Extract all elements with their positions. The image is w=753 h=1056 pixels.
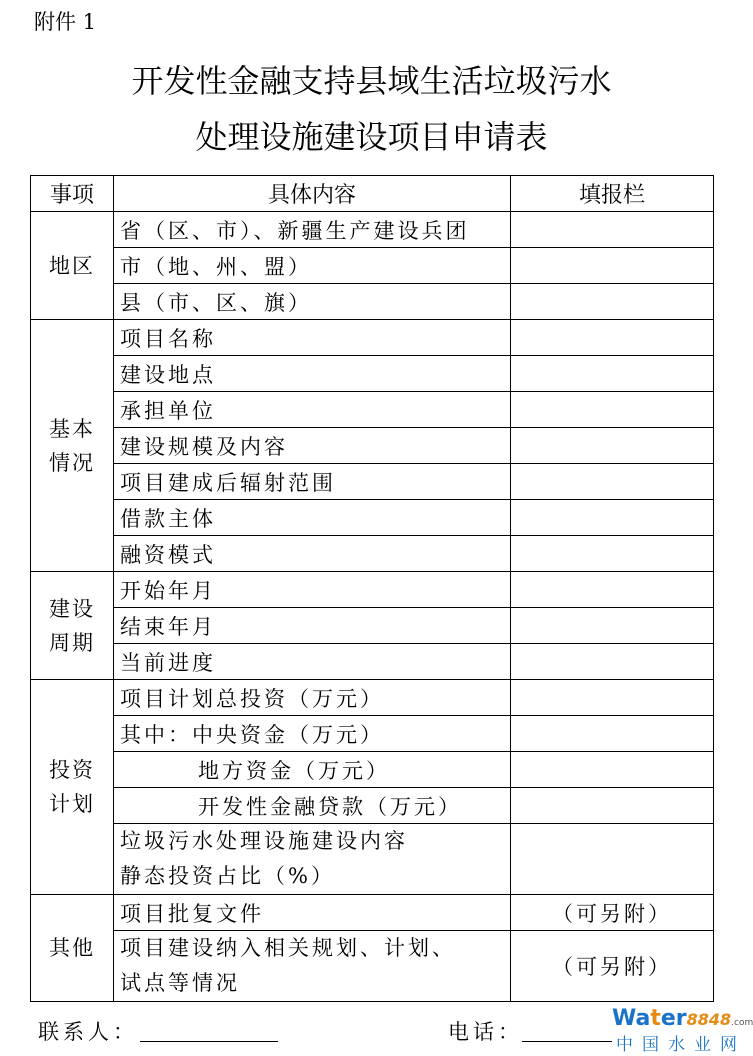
category-cell (31, 572, 114, 680)
content-cell (114, 356, 511, 392)
table-row (31, 788, 714, 824)
table-row (31, 644, 714, 680)
contact-blank-line (140, 1041, 278, 1042)
content-label: 开发性金融贷款（万元） (198, 794, 462, 819)
content-cell (114, 464, 511, 500)
content-cell (114, 320, 511, 356)
category-label: 情况 (49, 450, 95, 475)
content-label: 项目批复文件 (120, 901, 264, 926)
phone-label: 电话： (448, 1020, 523, 1044)
content-label: 结束年月 (120, 614, 216, 639)
content-label: 市（地、州、盟） (120, 254, 312, 279)
content-label: 建设规模及内容 (120, 434, 288, 459)
header-item: 事项 (31, 176, 114, 212)
fill-in-cell[interactable] (511, 320, 714, 356)
fill-in-cell[interactable]: （可另附） (511, 895, 714, 931)
fill-in-cell[interactable] (511, 572, 714, 608)
table-row (31, 680, 714, 716)
fill-in-cell[interactable] (511, 212, 714, 248)
content-label: 其中：中央资金（万元） (120, 722, 384, 747)
table-row (31, 212, 714, 248)
watermark-brand: Water8848.com (612, 1006, 753, 1031)
category-cell (31, 895, 114, 1002)
content-cell (114, 428, 511, 464)
water8848-watermark-logo (612, 1006, 753, 1055)
attachment-label: 附件 1 (34, 10, 97, 34)
table-row (31, 284, 714, 320)
table-row (31, 536, 714, 572)
content-label: 县（市、区、旗） (120, 290, 312, 315)
content-cell (114, 824, 511, 895)
content-label: 垃圾污水处理设施建设内容 (120, 829, 408, 853)
table-row (31, 392, 714, 428)
table-row (31, 464, 714, 500)
fill-in-cell[interactable] (511, 428, 714, 464)
content-cell (114, 752, 511, 788)
table-row (31, 572, 714, 608)
content-label: 试点等情况 (120, 971, 240, 995)
content-label: 项目建设纳入相关规划、计划、 (120, 936, 456, 960)
content-label: 开始年月 (120, 578, 216, 603)
fill-in-cell[interactable] (511, 680, 714, 716)
table-row (31, 500, 714, 536)
content-cell (114, 284, 511, 320)
table-row (31, 931, 714, 1002)
application-table (30, 175, 714, 1002)
category-cell (31, 680, 114, 895)
fill-in-cell[interactable] (511, 608, 714, 644)
table-row (31, 716, 714, 752)
content-cell (114, 392, 511, 428)
fill-in-cell[interactable] (511, 716, 714, 752)
phone-blank-line (522, 1041, 612, 1042)
header-fill: 填报栏 (511, 176, 714, 212)
content-label: 项目建成后辐射范围 (120, 470, 336, 495)
fill-in-cell[interactable] (511, 284, 714, 320)
content-label: 当前进度 (120, 650, 216, 675)
fill-in-cell[interactable] (511, 536, 714, 572)
table-row (31, 608, 714, 644)
table-row (31, 320, 714, 356)
content-cell (114, 248, 511, 284)
fill-in-cell[interactable] (511, 824, 714, 895)
fill-in-cell[interactable] (511, 464, 714, 500)
content-cell (114, 212, 511, 248)
category-label: 其他 (49, 936, 95, 960)
table-header-row (31, 176, 714, 212)
fill-in-cell[interactable] (511, 500, 714, 536)
category-cell (31, 320, 114, 572)
content-cell (114, 500, 511, 536)
content-label: 地方资金（万元） (198, 758, 390, 783)
table-row (31, 824, 714, 895)
fill-in-cell[interactable] (511, 248, 714, 284)
form-title-line-2: 处理设施建设项目申请表 (195, 118, 548, 156)
content-cell (114, 608, 511, 644)
content-cell (114, 680, 511, 716)
content-label: 融资模式 (120, 542, 216, 567)
content-cell (114, 788, 511, 824)
content-label: 项目计划总投资（万元） (120, 686, 384, 711)
table-row (31, 428, 714, 464)
fill-in-cell[interactable] (511, 788, 714, 824)
fill-in-cell[interactable] (511, 644, 714, 680)
category-label: 建设 (49, 596, 95, 621)
content-cell (114, 644, 511, 680)
contact-label: 联系人： (38, 1020, 138, 1044)
fill-in-cell[interactable] (511, 752, 714, 788)
table-row (31, 356, 714, 392)
content-cell (114, 572, 511, 608)
content-label: 静态投资占比（%） (120, 864, 335, 888)
content-label: 承担单位 (120, 398, 216, 423)
table-row (31, 248, 714, 284)
watermark-subtitle: 中国水业网 (616, 1035, 746, 1055)
content-label: 项目名称 (120, 326, 216, 351)
category-label: 基本 (49, 416, 95, 441)
content-label: 建设地点 (120, 362, 216, 387)
category-label: 周期 (49, 630, 95, 655)
category-label: 地区 (49, 253, 95, 278)
table-row (31, 895, 714, 931)
content-cell (114, 716, 511, 752)
category-label: 投资 (49, 758, 95, 782)
content-cell (114, 895, 511, 931)
fill-in-cell[interactable] (511, 356, 714, 392)
table-row (31, 752, 714, 788)
header-content: 具体内容 (114, 176, 511, 212)
content-label: 省（区、市）、新疆生产建设兵团 (120, 218, 470, 243)
category-label: 计划 (49, 792, 95, 816)
form-title-line-1: 开发性金融支持县域生活垃圾污水 (131, 62, 612, 100)
content-label: 借款主体 (120, 506, 216, 531)
content-cell (114, 536, 511, 572)
fill-in-cell[interactable]: （可另附） (511, 931, 714, 1002)
category-cell (31, 212, 114, 320)
fill-in-cell[interactable] (511, 392, 714, 428)
content-cell (114, 931, 511, 1002)
